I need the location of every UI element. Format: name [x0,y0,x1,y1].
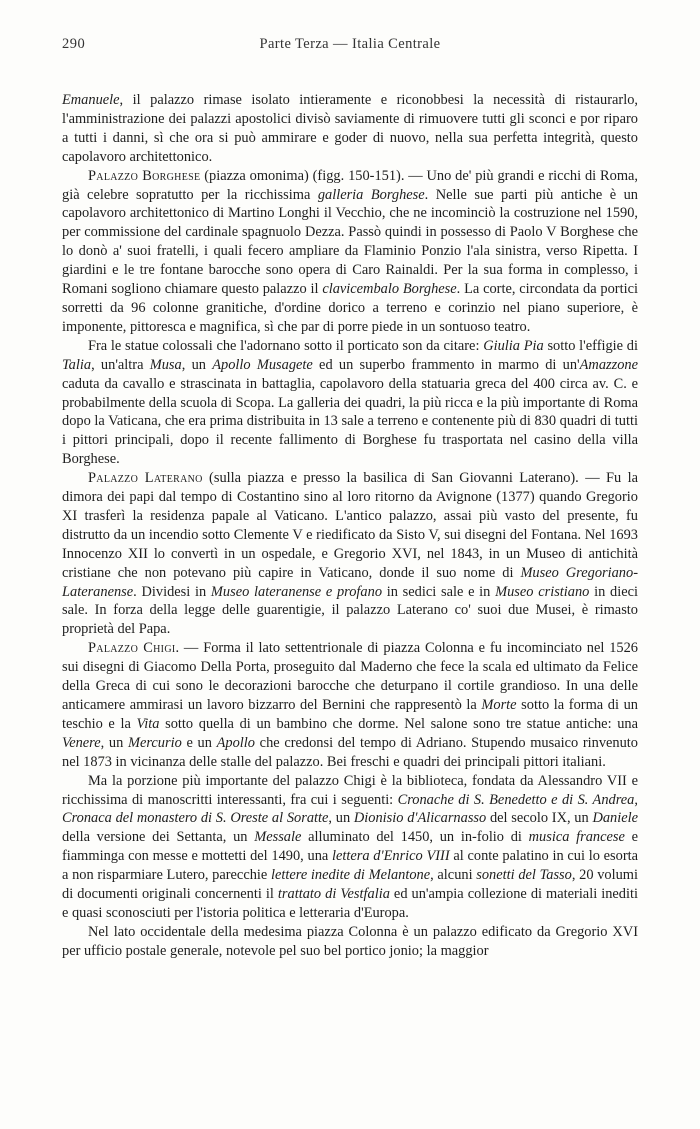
text-run: , un [181,356,213,373]
text-run: ed un'ampia collezione di materiali inediti e quasi sconosciuti per l'istoria politica e letteraria d'Europa. [62,886,638,921]
paragraph [62,772,638,923]
text-run: al conte palatino in cui lo esorta a non risparmiare Lutero, parecchie [62,848,638,884]
italic-text: Mercurio [127,734,182,751]
italic-text: sonetti del Tasso [476,867,572,884]
running-title: Parte Terza — Italia Centrale [259,36,441,52]
paragraph [62,91,638,167]
italic-text: Emanuele [62,92,120,108]
italic-text: Museo lateranense e profano [210,583,383,600]
italic-text: Giulia Pia [483,337,544,354]
paragraph [62,923,638,961]
text-run: , un [100,734,128,751]
text-run: (piazza omonima) (figg. 150-151). — Uno de' più grandi e ricchi di Roma, già celebre sopratutto per la ricchissima [62,167,638,203]
italic-text: galleria Borghese [317,186,425,203]
italic-text: Daniele [592,810,638,827]
text-run: . — Forma il lato settentrionale di piazza Colonna e fu incominciato nel 1526 sui disegni di Giacomo Della Porta, proseguito dal Maderno che fece la scala ed ultimato da Felice della Greca di cui sono le decorazioni barocche che deturpano il cortile grandioso. In una delle anticamere ammirasi un lavoro bizzarro del Bernini che rappresentò la [62,640,638,713]
italic-text: clavicembalo Borghese [322,281,457,298]
text-run: alluminato del 1450, un in-folio di [301,829,529,846]
text-run: . Dividesi in [133,583,211,600]
italic-text: Museo cristiano [495,583,590,600]
italic-text: Apollo Musagete [212,356,313,373]
paragraph [62,639,638,771]
paragraph [62,337,638,469]
italic-text: Cronache di S. Benedetto e di S. Andrea [397,791,635,808]
text-run: Ma la porzione più importante del palazzo Chigi è la biblioteca, fondata da Alessandro VII e ricchissima di manoscritti interessanti, fra cui i seguenti: [62,772,638,808]
italic-text: Museo Gregoriano-Lateranense [62,564,638,600]
text-run: sotto quella di un bambino che dorme. Nel salone sono tre statue antiche: una [159,715,639,732]
text-run: della versione dei Settanta, un [62,829,255,846]
paragraph [62,167,638,337]
text-run: Nel lato occidentale della medesima piazza Colonna è un palazzo edificato da Gregorio XVI per ufficio postale generale, notevole pel suo bel portico jonio; la maggior [62,923,638,959]
text-run: , 20 volumi di documenti originali concernenti il [62,867,638,903]
page-header [62,36,638,56]
text-run: sotto la forma di un teschio e la [62,697,638,732]
text-run: e un [181,734,217,751]
italic-text: Dionisio d'Alicarnasso [353,810,487,827]
page-number: 290 [62,36,86,52]
italic-text: Venere [62,734,101,751]
paragraph [62,469,638,639]
italic-text: musica francese [528,829,625,846]
italic-text: Morte [481,697,517,713]
text-run: e fiamminga con messe e mottetti del 1490, una [62,829,638,865]
text-run: (sulla piazza e presso la basilica di San Giovanni Laterano). — Fu la dimora dei papi dal tempo di Costantino sino al loro ritorno da Avignone (1377) quando Gregorio XI trasferì la residenza papale al Vaticano. L'antico palazzo, assai più vasto del presente, fu distrutto da un incendio sotto Clemente V e riedificato da Sisto V, sui disegni del Fontana. Nel 1693 Innocenzo XII lo convertì in un ospedale, e Gregorio XVI, nel 1843, in un Museo di antichità cristiane che non potevano più capire in Vaticano, donde il suo nome di [62,470,638,581]
text-run: , un [328,810,354,827]
italic-text: Talia [62,356,92,373]
section-heading: Palazzo Laterano [88,470,203,487]
text-run: sotto l'effigie di [543,337,638,354]
text-run: . La corte, circondata da portici sorretti da 96 colonne granitiche, d'ordine dorico a terreno e corinzio nel piano superiore, è imponente, pittoresca e magnifica, sì che par di porre piede in un sontuoso teatro. [62,281,638,335]
text-run: in dieci sale. In forza della legge delle guarentigie, il palazzo Laterano co' suoi due Musei, è rimasto proprietà del Papa. [62,583,638,638]
body-text [62,91,638,961]
italic-text: Cronaca del monastero di S. Oreste al Soratte [62,810,329,827]
italic-text: lettera d'Enrico VIII [332,848,450,865]
text-run: che credonsi del tempo di Adriano. Stupendo musaico rinvenuto nel 1873 in vicinanza delle stalle del palazzo. Bei freschi e quadri dei principali pittori italiani. [62,734,639,770]
text-run: , un'altra [91,356,150,373]
italic-text: Musa [149,356,182,373]
italic-text: trattato di Vestfalia [277,886,390,903]
italic-text: Amazzone [579,356,638,373]
text-run: , il palazzo rimase isolato intieramente e riconobbesi la necessità di ristaurarlo, l'amministrazione dei palazzi apostolici divisò saviamente di rimuovere tutti gli sconci e por riparo a tutti i danni, sì che ora si può ammirare e goder di nuovo, nella sua perfetta integrità, questo capolavoro architettonico. [62,92,638,165]
text-run: caduta da cavallo e strascinata in battaglia, capolavoro della statuaria greca del 400 circa av. C. e probabilmente della scuola di Scopa. La galleria dei quadri, la più ricca e la più importante di Roma dopo la Vaticana, che era prima distribuita in 13 sale a terreno e contenente più di 830 quadri di tutti i pittori principali, dopo il recente fallimento di Borghese fu trasportata nel casino della villa Borghese. [62,375,638,468]
text-run: del secolo IX, un [486,810,593,827]
text-run: . Nelle sue parti più antiche è un capolavoro architettonico di Martino Longhi il Vecchio, che ne incominciò la costruzione nel 1590, per commissione del cardinale spagnuolo Dezza. Passò quindi in possesso di Paolo V Borghese che lo donò a' suoi fratelli, i quali fecero ampliare da Flaminio Ponzio l'ala sinistra, verso Ripetta. I giardini e le tre fontane barocche sono opera di Caro Rainaldi. Per la sua forma in complesso, i Romani sogliono chiamare questo palazzo il [62,186,639,298]
text-run: ed un superbo frammento in marmo di un' [312,356,580,373]
text-run: , [634,791,638,808]
italic-text: lettere inedite di Melantone [270,867,431,884]
text-run: , alcuni [430,867,477,884]
italic-text: Vita [136,715,160,732]
section-heading: Palazzo Borghese [88,167,201,184]
italic-text: Messale [254,829,302,846]
section-heading: Palazzo Chigi [88,640,176,657]
italic-text: Apollo [216,734,255,751]
text-run: Fra le statue colossali che l'adornano sotto il porticato son da citare: [88,337,484,354]
text-run: in sedici sale e in [382,583,496,600]
